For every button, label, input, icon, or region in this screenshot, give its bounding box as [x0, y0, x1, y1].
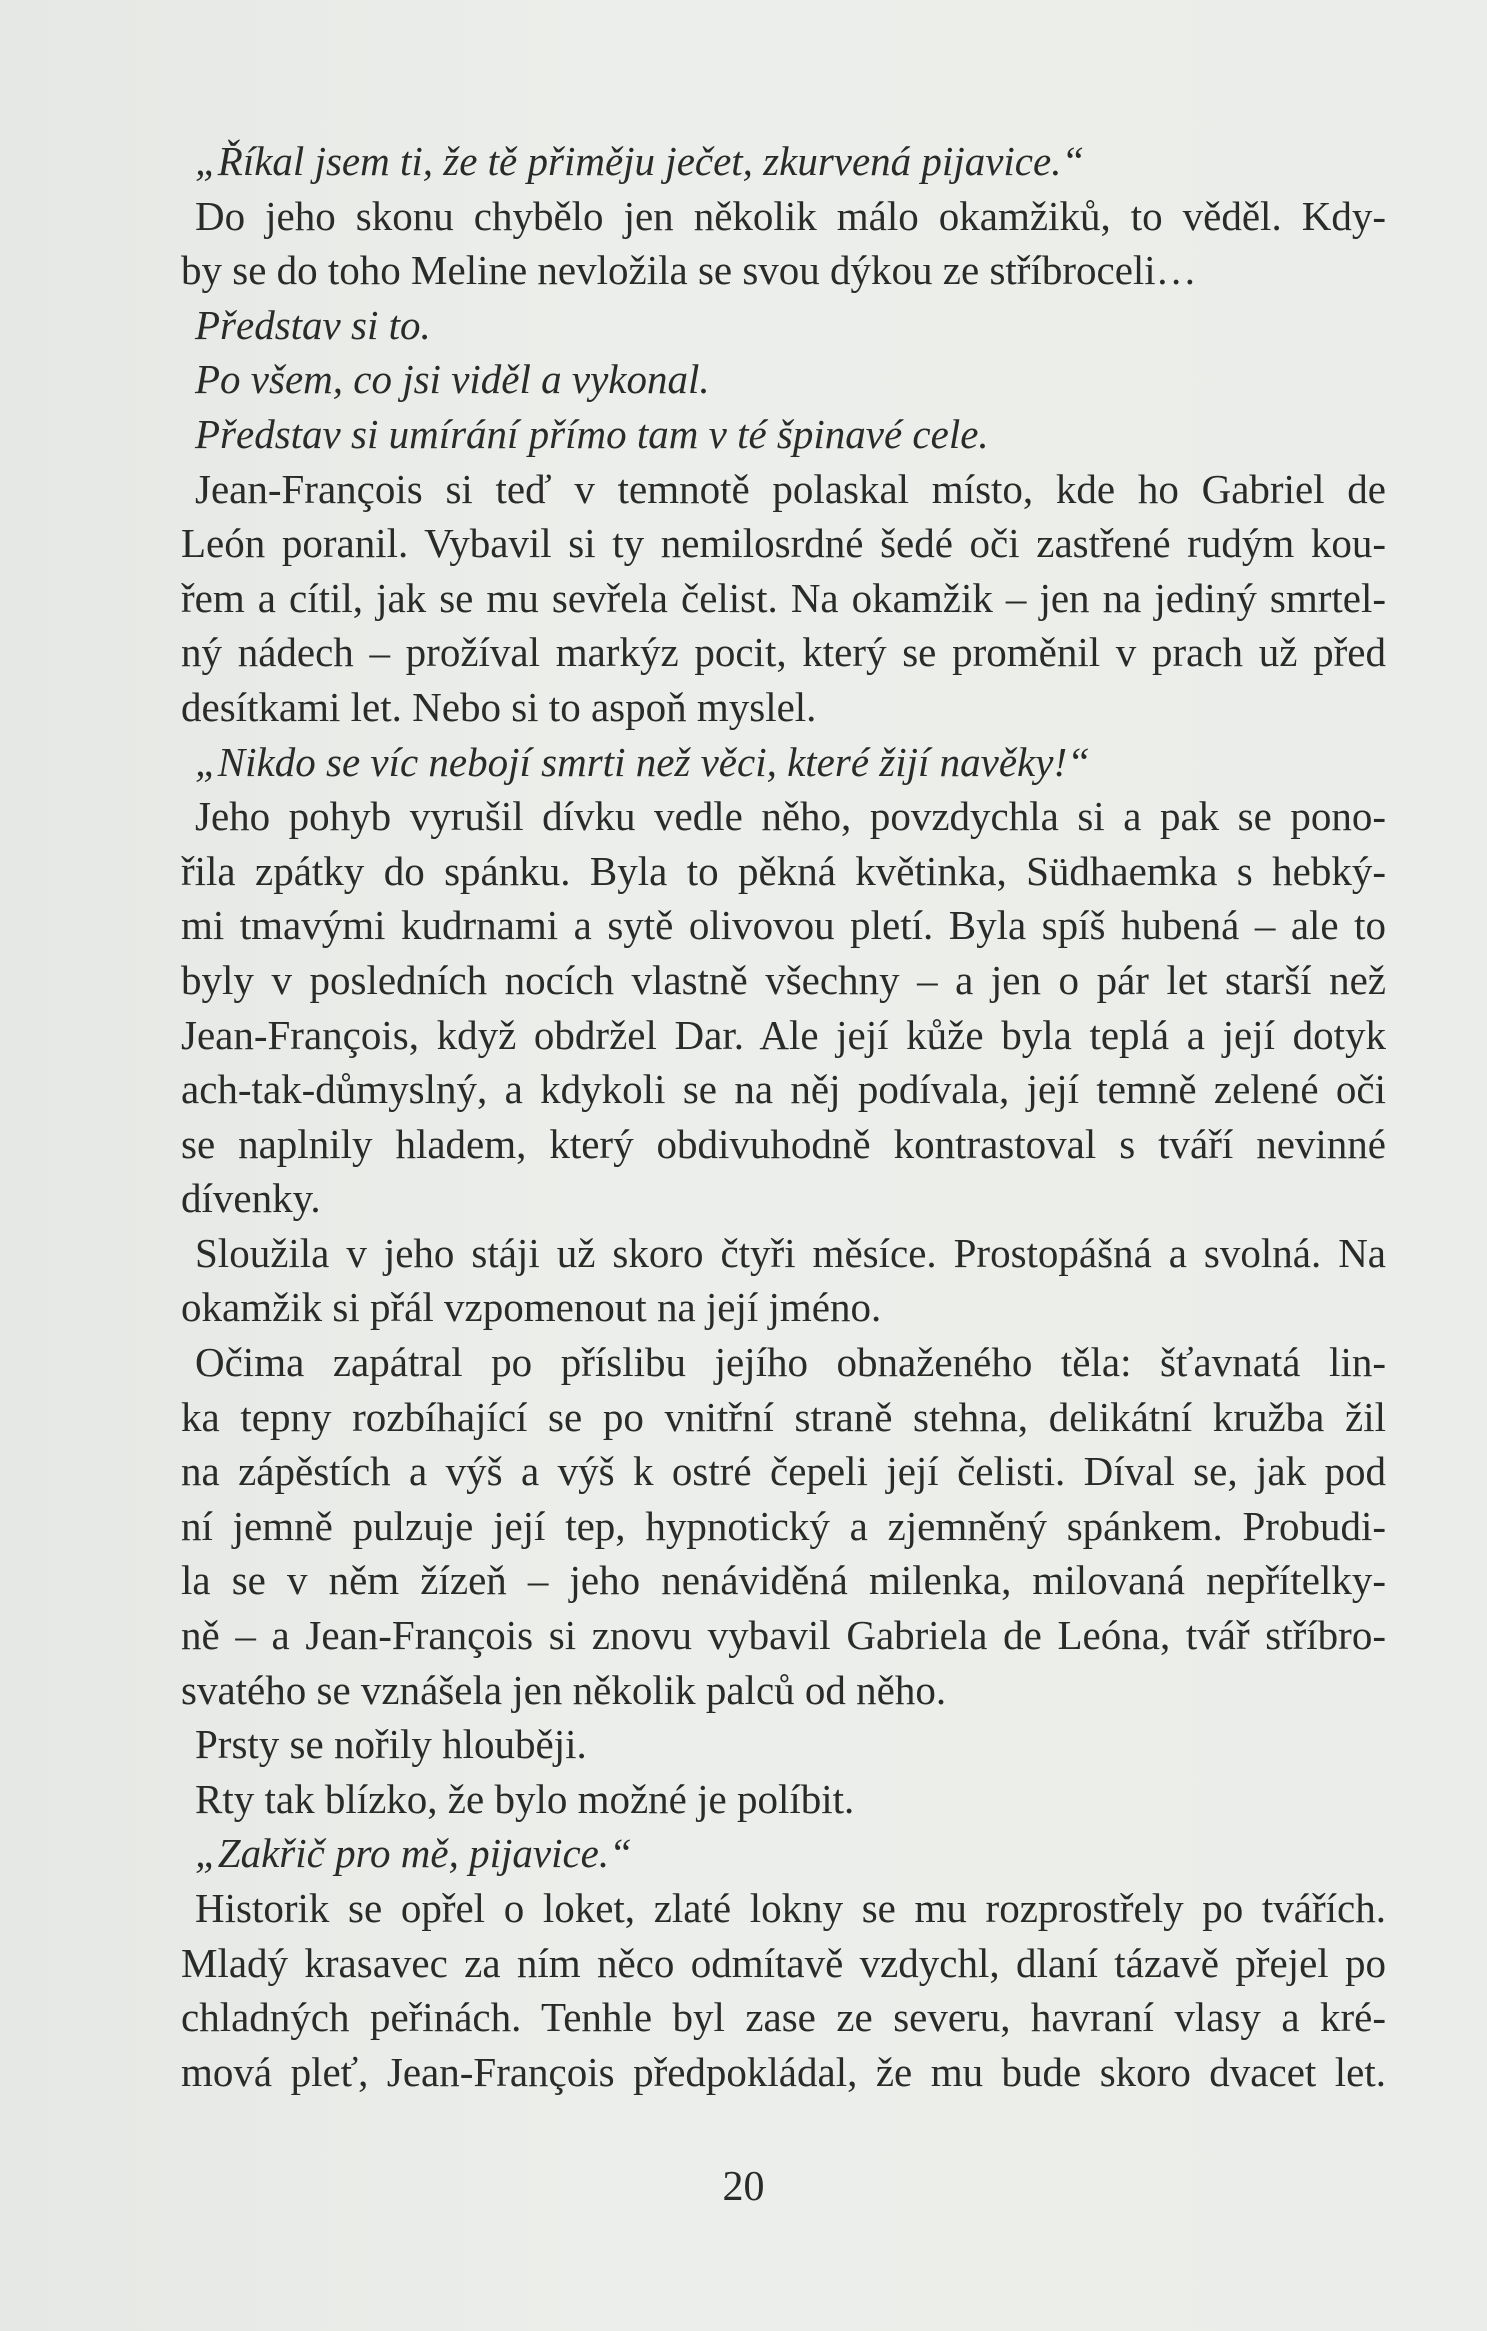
text-line: Očima zapátral po příslibu jejího obnaženého těla: šťavnatá lin-: [195, 1339, 1386, 1386]
text-line: by se do toho Meline nevložila se svou dýkou ze stříbroceli…: [181, 247, 1197, 294]
text-line: mi tmavými kudrnami a sytě olivovou pletí. Byla spíš hubená – ale to: [181, 902, 1386, 949]
text-line: řila zpátky do spánku. Byla to pěkná květinka, Südhaemka s hebký-: [181, 847, 1386, 894]
text-line: dívenky.: [181, 1175, 321, 1222]
text-line: ní jemně pulzuje její tep, hypnotický a zjemněný spánkem. Probudi-: [181, 1502, 1386, 1549]
text-line: la se v něm žízeň – jeho nenáviděná milenka, milovaná nepřítelky-: [181, 1557, 1386, 1604]
text-line: Historik se opřel o loket, zlaté lokny se mu rozprostřely po tvářích.: [195, 1885, 1386, 1931]
text-line: Prsty se nořily hlouběji.: [195, 1721, 587, 1768]
text-line: „Zakřič pro mě, pijavice.“: [195, 1830, 632, 1877]
text-line: ach-tak-důmyslný, a kdykoli se na něj podívala, její temně zelené oči: [181, 1066, 1386, 1113]
text-line: Představ si to.: [195, 301, 431, 348]
text-line: Po všem, co jsi viděl a vykonal.: [195, 356, 710, 403]
text-line: Sloužila v jeho stáji už skoro čtyři měsíce. Prostopášná a svolná. Na: [195, 1229, 1386, 1276]
text-line: Mladý krasavec za ním něco odmítavě vzdychl, dlaní tázavě přejel po: [181, 1939, 1386, 1986]
text-line: Rty tak blízko, že bylo možné je políbit.: [195, 1775, 855, 1822]
text-line: byly v posledních nocích vlastně všechny – a jen o pár let starší než: [181, 956, 1386, 1003]
text-line: León poranil. Vybavil si ty nemilosrdné šedé oči zastřené rudým kou-: [181, 520, 1386, 567]
page-number: 20: [722, 2164, 765, 2210]
text-line: Jeho pohyb vyrušil dívku vedle něho, povzdychla si a pak se pono-: [195, 793, 1386, 840]
text-line: Jean-François si teď v temnotě polaskal místo, kde ho Gabriel de: [195, 465, 1386, 512]
text-line: svatého se vznášela jen několik palců od něho.: [181, 1666, 947, 1713]
text-line: na zápěstích a výš a výš k ostré čepeli její čelisti. Díval se, jak pod: [181, 1448, 1386, 1495]
text-line: okamžik si přál vzpomenout na její jméno.: [181, 1284, 882, 1331]
text-line: mová pleť, Jean-François předpokládal, že mu bude skoro dvacet let.: [181, 2048, 1386, 2095]
text-line: se naplnily hladem, který obdivuhodně kontrastoval s tváří nevinné: [181, 1120, 1386, 1167]
body-text: [181, 134, 1386, 2099]
text-line: Jean-François, když obdržel Dar. Ale její kůže byla teplá a její dotyk: [181, 1011, 1386, 1058]
text-line: chladných peřinách. Tenhle byl zase ze severu, havraní vlasy a kré-: [181, 1994, 1386, 2041]
text-line: ně – a Jean-François si znovu vybavil Gabriela de Leóna, tvář stříbro-: [181, 1612, 1386, 1659]
text-line: ný nádech – prožíval markýz pocit, který se proměnil v prach už před: [181, 629, 1386, 676]
text-line: řem a cítil, jak se mu sevřela čelist. Na okamžik – jen na jediný smrtel-: [181, 574, 1386, 621]
text-line: „Říkal jsem ti, že tě přiměju ječet, zkurvená pijavice.“: [195, 138, 1085, 184]
text-line: ka tepny rozbíhající se po vnitřní straně stehna, delikátní kružba žil: [181, 1393, 1386, 1440]
text-line: Do jeho skonu chybělo jen několik málo okamžiků, to věděl. Kdy-: [195, 192, 1386, 239]
text-line: Představ si umírání přímo tam v té špinavé cele.: [195, 410, 989, 457]
text-line: desítkami let. Nebo si to aspoň myslel.: [181, 683, 817, 730]
text-line: „Nikdo se víc nebojí smrti než věci, které žijí navěky!“: [195, 738, 1090, 785]
